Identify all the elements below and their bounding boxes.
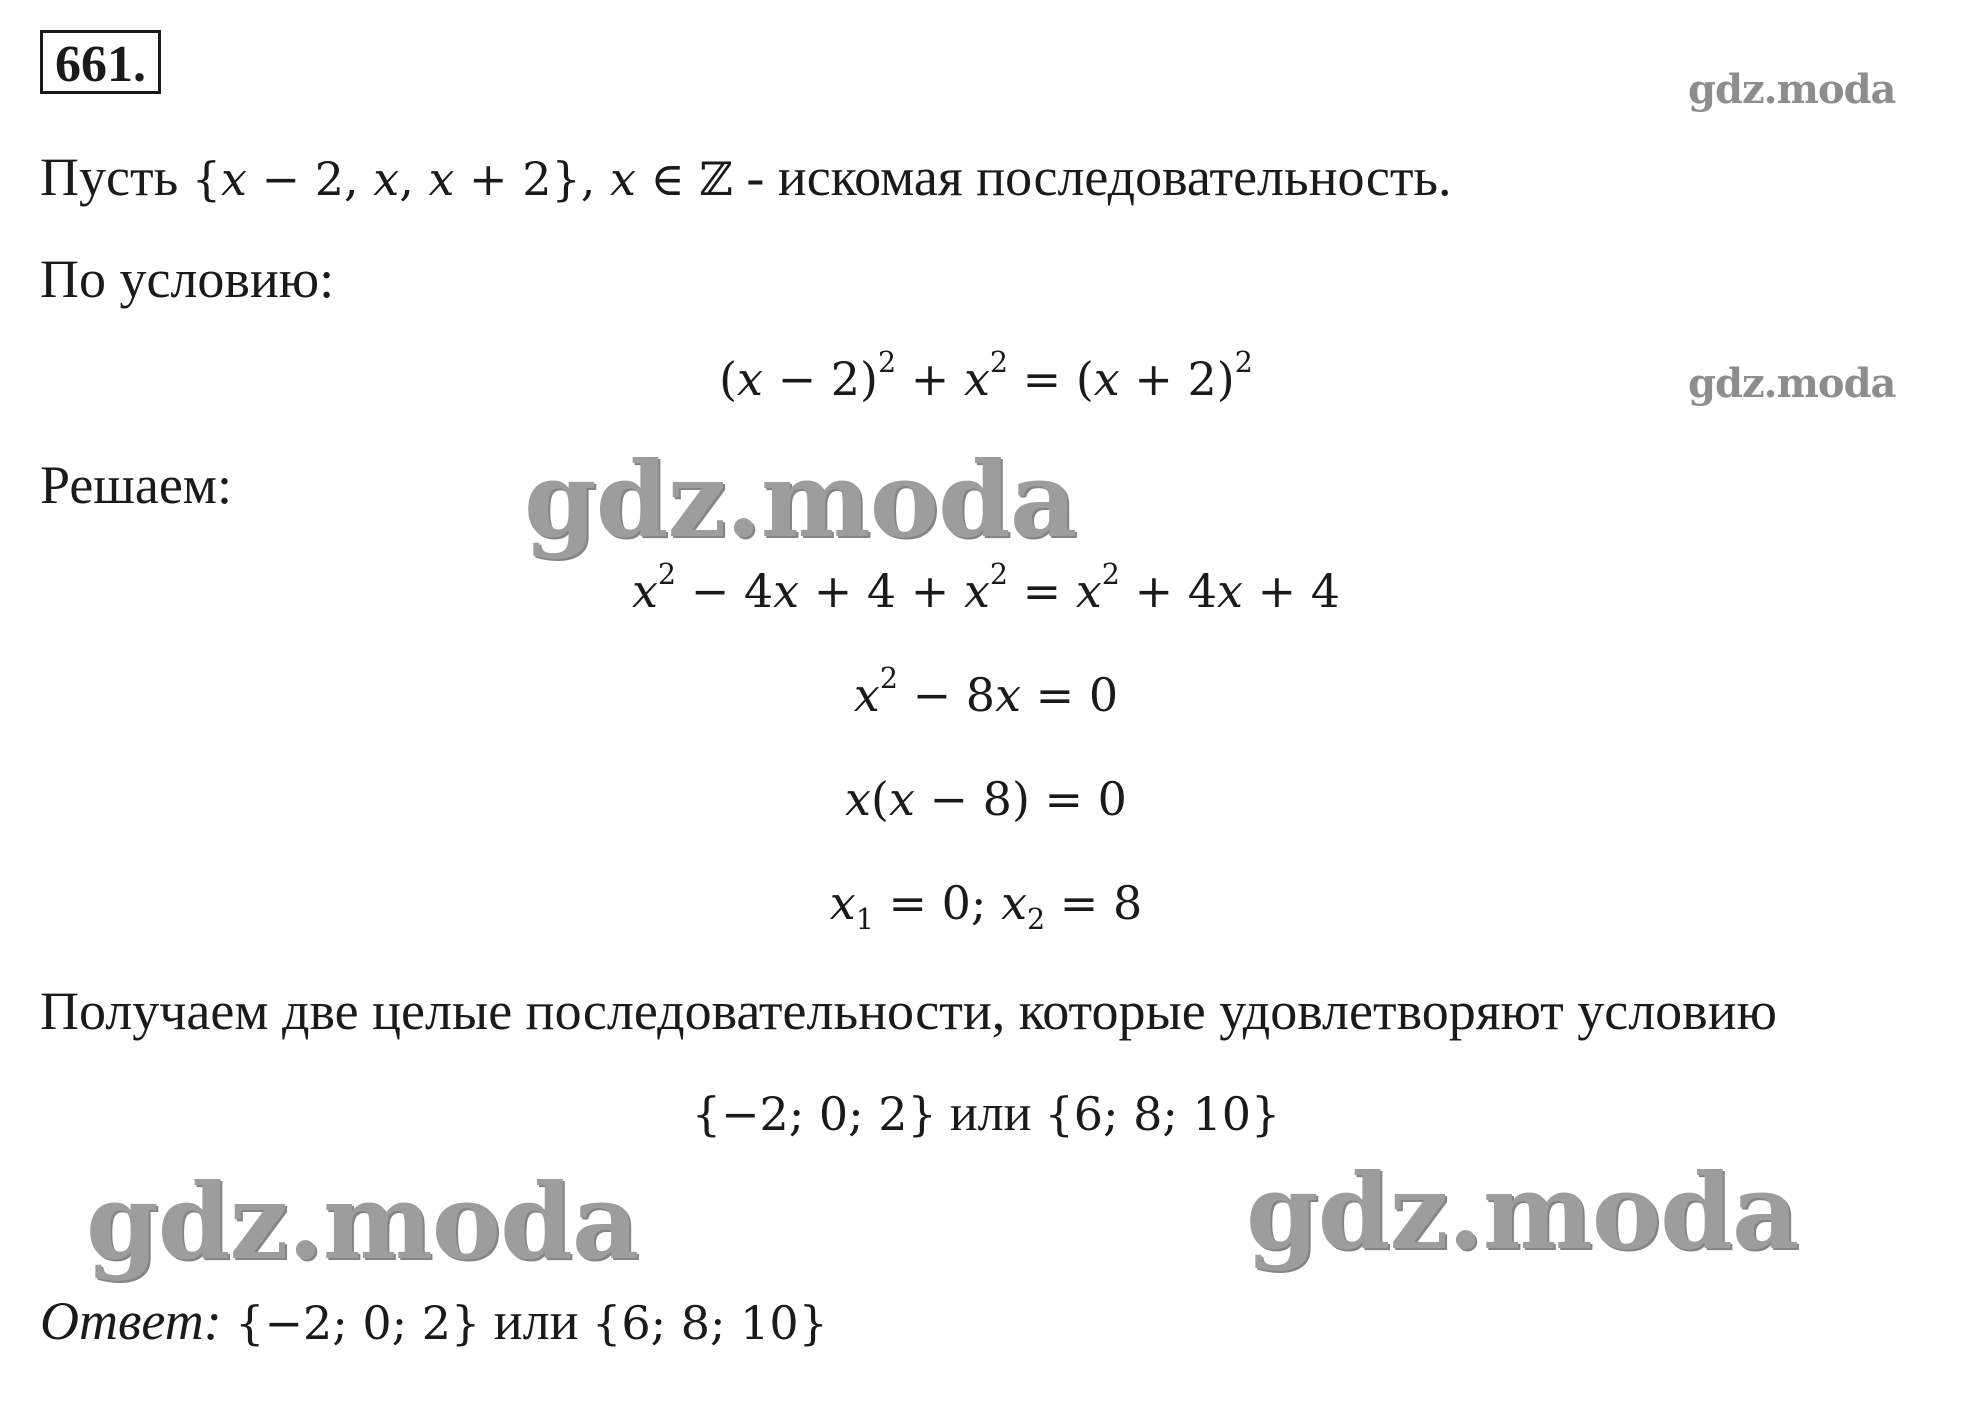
intro-suffix: - искомая последовательность. — [732, 147, 1452, 207]
equation-step-expanded: $x^2 - 4x + 4 + x^2 = x^2 + 4x + 4$ — [631, 558, 1341, 618]
solve-label: Решаем: — [40, 455, 232, 515]
variable-x: x — [428, 152, 455, 206]
variable-x: x — [609, 152, 636, 206]
condition-label: По условию: — [40, 249, 335, 309]
intro-prefix: Пусть — [40, 147, 179, 207]
answer-line — [40, 1291, 828, 1351]
sequence-two: {6; 8; 10} — [1044, 1087, 1281, 1141]
answer-or: или — [480, 1291, 593, 1351]
brace-open: { — [191, 152, 221, 206]
equation-step-factored: x(x − 8) = 0 — [845, 772, 1127, 826]
equation-roots: $x_1 = 0$; $x_2 = 8$ — [829, 876, 1143, 936]
or-word: или — [936, 1085, 1045, 1142]
condition-equation: $(x - 2)^2 + x^2 = (x + 2)^2$ — [719, 346, 1253, 406]
separator: , — [399, 152, 429, 206]
brace-close: }, — [551, 152, 610, 206]
equation-step-simplified: $x^2 - 8x = 0$ — [853, 662, 1119, 722]
result-text: Получаем две целые последовательности, которые удовлетворяют условию — [40, 981, 1777, 1041]
sequence-definition — [192, 152, 733, 206]
watermark: gdz.moda — [86, 1160, 639, 1283]
watermark: gdz.moda — [1688, 66, 1896, 113]
watermark: gdz.moda — [524, 438, 1077, 561]
result-sets — [0, 1085, 1972, 1142]
term-minus-two: − 2, — [246, 152, 374, 206]
watermark: gdz.moda — [1688, 360, 1896, 407]
answer-set-two: {6; 8; 10} — [592, 1296, 828, 1350]
variable-x: x — [373, 152, 400, 206]
watermark: gdz.moda — [1246, 1150, 1799, 1273]
problem-number: 661. — [40, 30, 161, 94]
variable-x: x — [220, 152, 247, 206]
sequence-one: {−2; 0; 2} — [691, 1087, 937, 1141]
answer-label: Ответ: — [40, 1291, 222, 1351]
intro-line — [40, 147, 1452, 207]
integer-membership: ∈ ℤ — [635, 152, 733, 206]
answer-set-one: {−2; 0; 2} — [235, 1296, 481, 1350]
term-plus-two: + 2 — [454, 152, 552, 206]
